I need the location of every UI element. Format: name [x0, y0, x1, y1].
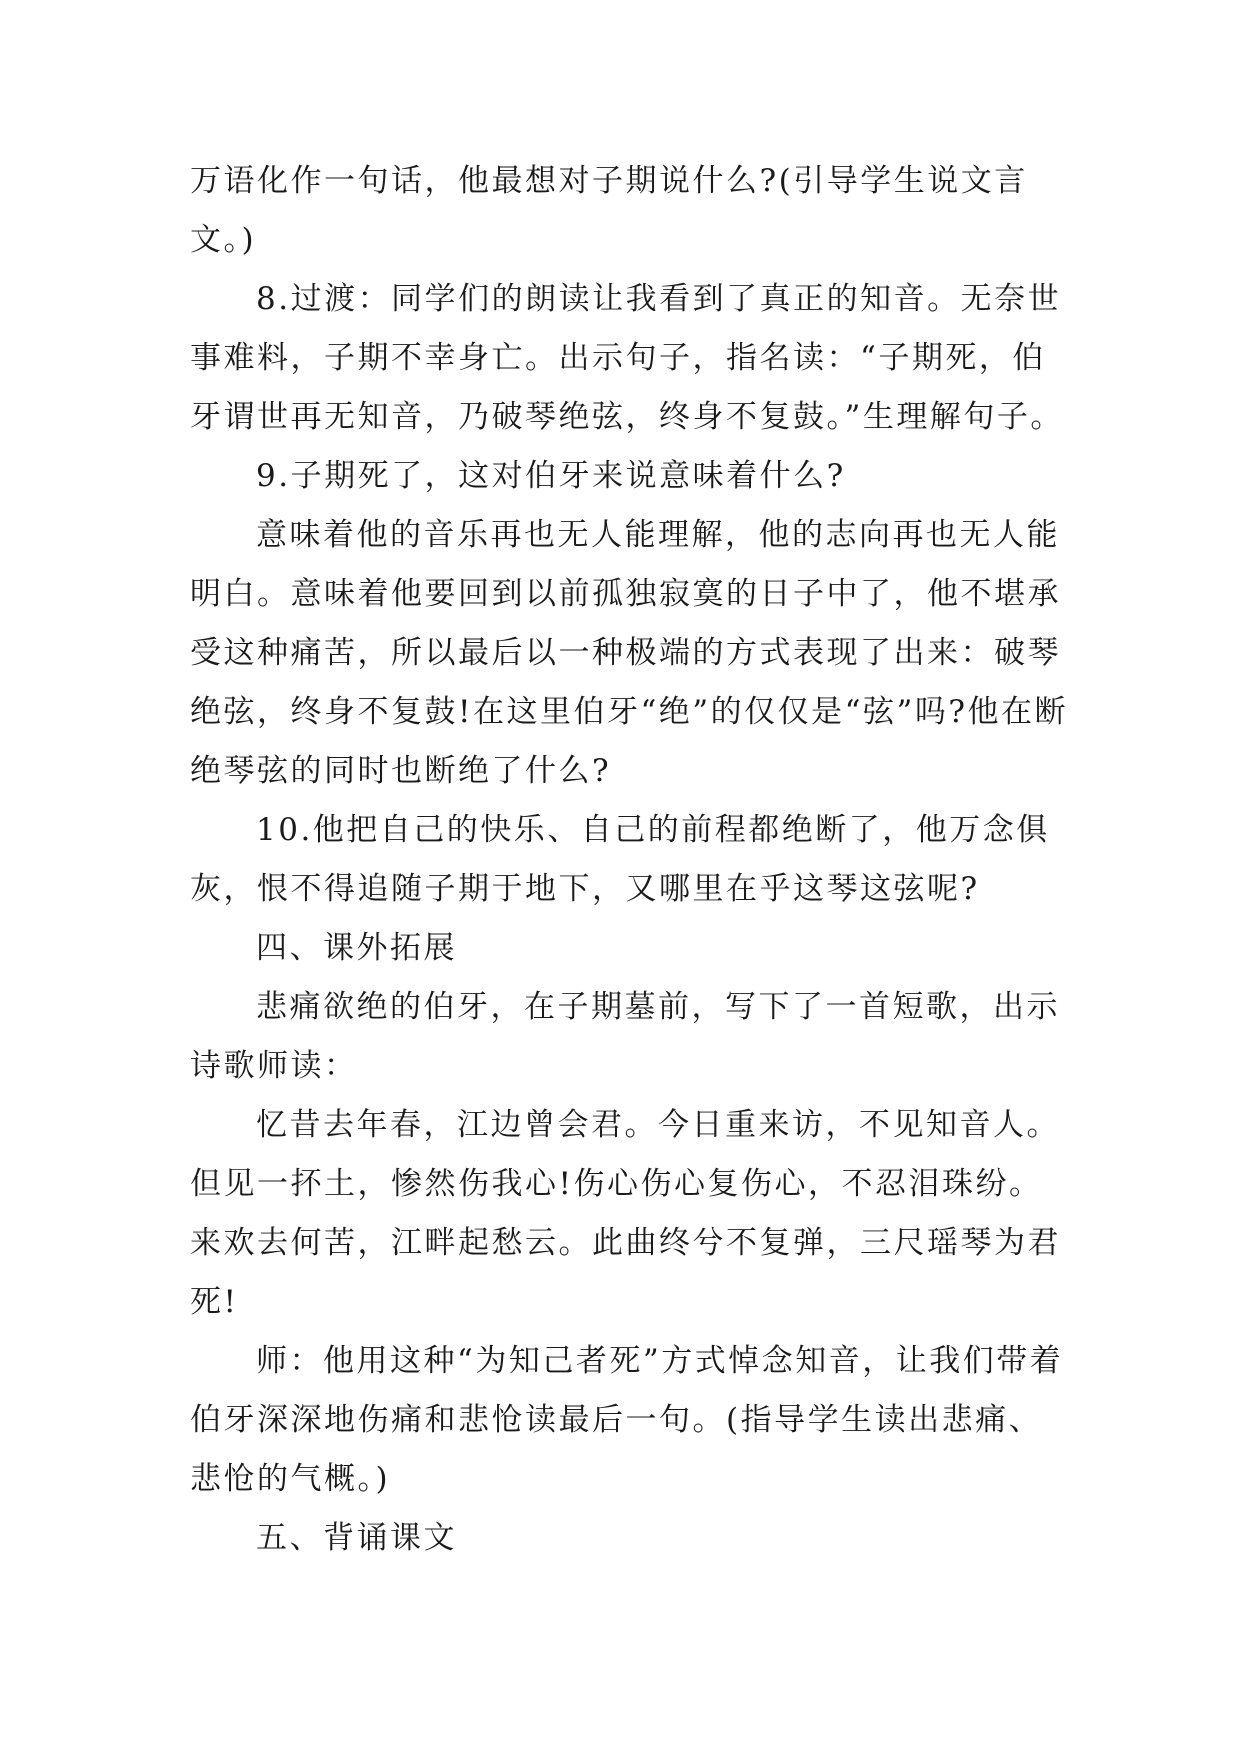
paragraph-poem: 忆昔去年春，江边曾会君。今日重来访，不见知音人。但见一抔土，惨然伤我心!伤心伤心复伤心，不忍泪珠纷。来欢去何苦，江畔起愁云。此曲终兮不复弹，三尺瑶琴为君死!: [190, 1107, 1061, 1320]
paragraph-teacher-remark: 师：他用这种“为知己者死”方式悼念知音，让我们带着伯牙深深地伤痛和悲怆读最后一句。(指导学生读出悲痛、悲怆的气概。): [190, 1343, 1064, 1497]
document-body: [190, 152, 1070, 1568]
paragraph-step-8: 8.过渡：同学们的朗读让我看到了真正的知音。无奈世事难料，子期不幸身亡。出示句子，指名读：“子期死，伯牙谓世再无知音，乃破琴绝弦，终身不复鼓。”生理解句子。: [190, 281, 1064, 435]
section-heading-recite: 五、背诵课文: [256, 1520, 457, 1556]
section-heading-extension: 四、课外拓展: [256, 930, 457, 966]
paragraph-continuation: 万语化作一句话，他最想对子期说什么?(引导学生说文言文。): [190, 163, 1028, 258]
paragraph-step-9: 9.子期死了，这对伯牙来说意味着什么?: [256, 458, 846, 494]
paragraph-step-10: 10.他把自己的快乐、自己的前程都绝断了，他万念俱灰，恨不得追随子期于地下，又哪里在乎这琴这弦呢?: [190, 812, 1050, 907]
paragraph-meaning: 意味着他的音乐再也无人能理解，他的志向再也无人能明白。意味着他要回到以前孤独寂寞的日子中了，他不堪承受这种痛苦，所以最后以一种极端的方式表现了出来：破琴绝弦，终身不复鼓!在这里伯牙“绝”的仅仅是“弦”吗?他在断绝琴弦的同时也断绝了什么?: [190, 517, 1068, 789]
paragraph-poem-intro: 悲痛欲绝的伯牙，在子期墓前，写下了一首短歌，出示诗歌师读：: [190, 989, 1060, 1084]
